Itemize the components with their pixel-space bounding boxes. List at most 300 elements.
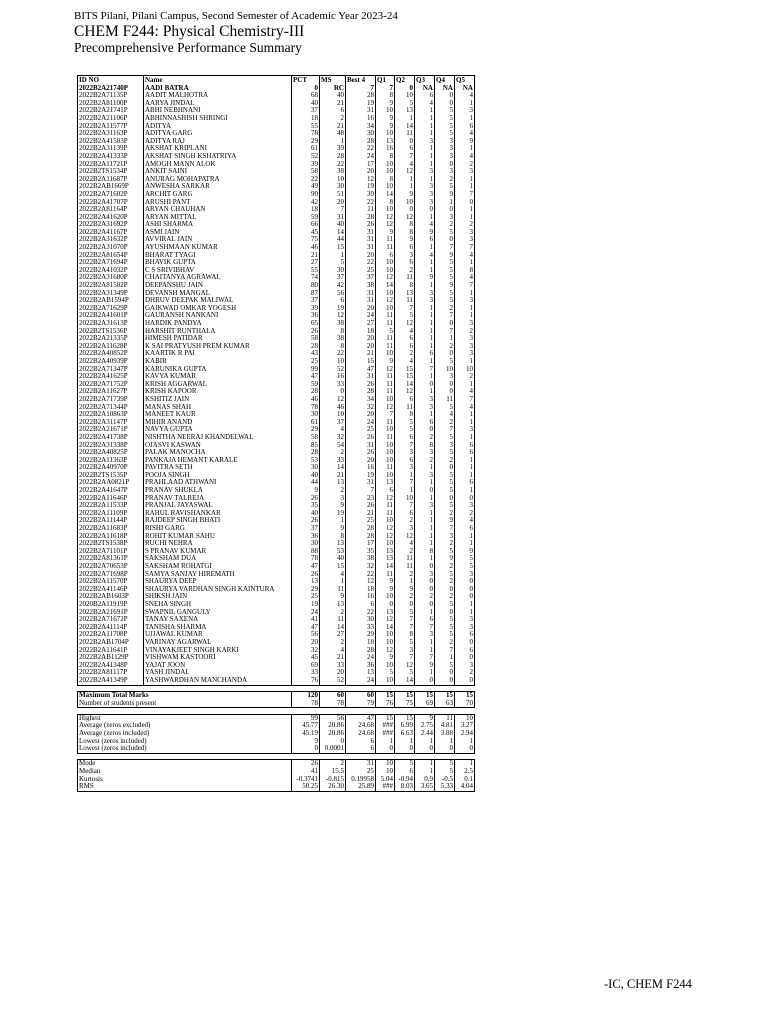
name-cell: MIHIR ANAND — [144, 419, 292, 427]
name-cell: AKSHAT SINGH KSHATRIYA — [144, 153, 292, 161]
score-cell: 20 — [346, 305, 376, 313]
score-cell: 22 — [320, 161, 346, 169]
summary-value: 26 — [292, 760, 320, 768]
score-cell: 5 — [376, 669, 395, 677]
score-cell: 28 — [320, 153, 346, 161]
score-cell: 7 — [395, 153, 415, 161]
score-cell: 6 — [395, 145, 415, 153]
score-cell: 52 — [320, 366, 346, 374]
name-cell: ARCHIT GARG — [144, 191, 292, 199]
score-cell: 2 — [435, 578, 455, 586]
summary-value: 4.81 — [435, 722, 455, 730]
id-cell: 2022B2A41647P — [78, 487, 144, 495]
name-cell: ASMI JAIN — [144, 229, 292, 237]
summary-value: 5 — [435, 768, 455, 776]
id-cell: 2022B2A41348P — [78, 662, 144, 670]
score-cell: 1 — [455, 183, 475, 191]
score-cell: 69 — [292, 662, 320, 670]
column-header: Best 4 — [346, 76, 376, 85]
name-cell: NISHTHA NEERAJ KHANDELWAL — [144, 434, 292, 442]
summary-value: -0.3741 — [292, 776, 320, 784]
name-cell: VARINAY AGARWAL — [144, 639, 292, 647]
summary-value: 6 — [346, 745, 376, 753]
score-cell: 3 — [455, 624, 475, 632]
summary-value: 60 — [320, 692, 346, 700]
score-cell: 5 — [435, 571, 455, 579]
score-cell: 3 — [415, 183, 435, 191]
name-cell: ABHI NEBHNANI — [144, 107, 292, 115]
name-cell: SHAURYA DEEP — [144, 578, 292, 586]
score-cell: 1 — [415, 130, 435, 138]
summary-value: 26.30 — [320, 783, 346, 791]
summary-row — [78, 700, 475, 708]
score-cell: 59 — [292, 381, 320, 389]
score-cell: 5 — [435, 259, 455, 267]
score-cell: 46 — [320, 404, 346, 412]
score-cell: 7 — [376, 411, 395, 419]
summary-value: 9 — [415, 714, 435, 722]
score-cell: 53 — [320, 548, 346, 556]
score-cell: 9 — [455, 548, 475, 556]
summary-value: ### — [376, 783, 395, 791]
id-cell: 2022B2TS1535P — [78, 472, 144, 480]
spacer-row — [78, 753, 475, 760]
score-cell: 6 — [320, 107, 346, 115]
score-cell: 3 — [455, 662, 475, 670]
id-cell: 2022B2A11627P — [78, 388, 144, 396]
score-cell: 0 — [415, 487, 435, 495]
score-cell: 5 — [435, 502, 455, 510]
score-cell: 9 — [435, 191, 455, 199]
column-header: Name — [144, 76, 292, 85]
summary-label: Kurtosis — [78, 776, 292, 784]
score-cell: 37 — [320, 419, 346, 427]
score-cell: 21 — [320, 654, 346, 662]
score-cell: 9 — [376, 654, 395, 662]
id-cell: 2022B2A71629P — [78, 305, 144, 313]
id-cell: 2022B2A11618P — [78, 533, 144, 541]
table-row — [78, 479, 475, 487]
score-cell: 5 — [435, 631, 455, 639]
summary-label: Lowest (zeros included) — [78, 738, 292, 746]
score-cell: 5 — [395, 639, 415, 647]
id-cell: 2022B2AB1129P — [78, 654, 144, 662]
score-cell: 14 — [376, 191, 395, 199]
score-cell: 3 — [455, 426, 475, 434]
table-row — [78, 502, 475, 510]
score-cell: 3 — [415, 138, 435, 146]
name-cell: ADITYA RAJ — [144, 138, 292, 146]
id-cell: 2022B2A21741P — [78, 107, 144, 115]
summary-row — [78, 738, 475, 746]
score-cell: 22 — [346, 609, 376, 617]
summary-row — [78, 776, 475, 784]
score-cell: 19 — [346, 183, 376, 191]
score-cell: 12 — [395, 388, 415, 396]
score-cell: 1 — [415, 259, 435, 267]
score-cell: 1 — [415, 176, 435, 184]
table-row — [78, 616, 475, 624]
score-cell: 1 — [435, 335, 455, 343]
id-cell: 2022B2A41333P — [78, 153, 144, 161]
score-cell: 35 — [346, 548, 376, 556]
score-cell: 8 — [320, 343, 346, 351]
table-row — [78, 282, 475, 290]
id-cell: 2022B2A41707P — [78, 199, 144, 207]
score-cell: 87 — [292, 290, 320, 298]
summary-label: Highest — [78, 714, 292, 722]
table-row — [78, 434, 475, 442]
score-cell: 5 — [435, 115, 455, 123]
score-cell: 0 — [435, 236, 455, 244]
summary-value: 2.94 — [455, 730, 475, 738]
score-cell: 26 — [292, 571, 320, 579]
name-cell: KAVYA KUMAR — [144, 373, 292, 381]
score-cell: 6 — [455, 449, 475, 457]
score-cell: 11 — [376, 571, 395, 579]
summary-value: 0 — [415, 745, 435, 753]
score-cell: 6 — [415, 616, 435, 624]
score-cell: 17 — [346, 161, 376, 169]
score-cell: 11 — [376, 388, 395, 396]
id-cell: 2022B2A31613P — [78, 320, 144, 328]
score-cell: 5 — [435, 487, 455, 495]
score-cell: 9 — [395, 586, 415, 594]
summary-row — [78, 714, 475, 722]
score-cell: 0 — [395, 138, 415, 146]
score-cell: 1 — [455, 434, 475, 442]
id-cell: 2022B2TS1538P — [78, 540, 144, 548]
score-cell: 39 — [292, 305, 320, 313]
score-cell: 1 — [395, 115, 415, 123]
score-cell: 29 — [346, 631, 376, 639]
score-cell: 36 — [292, 312, 320, 320]
spacer-cell — [78, 708, 475, 715]
id-cell: 2022B2A71739P — [78, 396, 144, 404]
table-row — [78, 472, 475, 480]
table-row — [78, 297, 475, 305]
score-cell: 31 — [346, 373, 376, 381]
score-cell: 3 — [435, 153, 455, 161]
table-row — [78, 153, 475, 161]
summary-label: Average (zeros excluded) — [78, 722, 292, 730]
name-cell: PRANJAL JAYASWAL — [144, 502, 292, 510]
table-row — [78, 320, 475, 328]
score-cell: 99 — [292, 366, 320, 374]
score-cell: 5 — [455, 563, 475, 571]
score-cell: 11 — [376, 373, 395, 381]
id-cell: 2022B2AB1669P — [78, 183, 144, 191]
score-cell: 5 — [435, 358, 455, 366]
score-cell: 7 — [435, 312, 455, 320]
score-cell: 47 — [292, 563, 320, 571]
id-cell: 2022B2A21691P — [78, 609, 144, 617]
score-cell: 5 — [395, 669, 415, 677]
summary-value: 6 — [395, 768, 415, 776]
table-row — [78, 350, 475, 358]
score-cell: 12 — [395, 320, 415, 328]
score-cell: 37 — [320, 274, 346, 282]
score-cell: 6 — [455, 479, 475, 487]
score-cell: 2 — [320, 449, 346, 457]
score-cell: 2 — [455, 510, 475, 518]
score-cell: 12 — [376, 366, 395, 374]
name-cell: ANWESHA SARKAR — [144, 183, 292, 191]
name-cell: OJASVI KASWAN — [144, 442, 292, 450]
summary-value: 0 — [395, 745, 415, 753]
summary-value: ### — [376, 730, 395, 738]
score-cell: 7 — [435, 647, 455, 655]
score-cell: 75 — [292, 236, 320, 244]
score-cell: 3 — [415, 502, 435, 510]
score-cell: 12 — [395, 214, 415, 222]
table-row — [78, 267, 475, 275]
score-cell: 2 — [435, 305, 455, 313]
summary-value: 6.63 — [395, 730, 415, 738]
id-cell: 2022B2A31338P — [78, 442, 144, 450]
score-cell: 16 — [346, 115, 376, 123]
column-header: PCT — [292, 76, 320, 85]
score-cell: 10 — [376, 677, 395, 685]
score-cell: 40 — [320, 555, 346, 563]
summary-value: 20.86 — [320, 722, 346, 730]
score-cell: 31 — [346, 244, 376, 252]
name-cell: DHRUV DEEPAK MALIWAL — [144, 297, 292, 305]
score-cell: 1 — [455, 601, 475, 609]
score-cell: 9 — [415, 662, 435, 670]
summary-row — [78, 730, 475, 738]
table-row — [78, 274, 475, 282]
table-row — [78, 586, 475, 594]
score-cell: 4 — [395, 540, 415, 548]
score-cell: 3 — [455, 335, 475, 343]
score-cell: 4 — [395, 358, 415, 366]
score-cell: 2 — [435, 639, 455, 647]
name-cell: MANEET KAUR — [144, 411, 292, 419]
id-cell: 2020B2A11919P — [78, 601, 144, 609]
score-cell: 36 — [346, 662, 376, 670]
summary-value: 78 — [292, 700, 320, 708]
score-cell: 1 — [415, 320, 435, 328]
score-cell: 7 — [346, 487, 376, 495]
table-row — [78, 305, 475, 313]
name-cell: KRISH KAPOOR — [144, 388, 292, 396]
score-cell: 78 — [292, 404, 320, 412]
score-cell: 1 — [320, 517, 346, 525]
name-cell: ADITYA GARG — [144, 130, 292, 138]
score-cell: 0 — [435, 320, 455, 328]
name-cell: NAVYA GUPTA — [144, 426, 292, 434]
score-cell: 8 — [415, 548, 435, 556]
summary-value: 79 — [346, 700, 376, 708]
column-header: Q5 — [455, 76, 475, 85]
table-row — [78, 510, 475, 518]
score-cell: 26 — [292, 495, 320, 503]
score-cell: 5 — [435, 274, 455, 282]
summary-value: 3.27 — [455, 722, 475, 730]
score-cell: 3 — [395, 252, 415, 260]
score-cell: 0 — [435, 350, 455, 358]
score-cell: 8 — [395, 631, 415, 639]
table-row — [78, 404, 475, 412]
table-row — [78, 555, 475, 563]
name-cell: BHAVIK GUPTA — [144, 259, 292, 267]
score-cell: 11 — [376, 312, 395, 320]
score-cell: 0 — [455, 199, 475, 207]
score-cell: 38 — [346, 282, 376, 290]
score-cell: 22 — [320, 350, 346, 358]
score-cell: 11 — [376, 236, 395, 244]
score-cell: 14 — [376, 624, 395, 632]
score-cell: 38 — [320, 168, 346, 176]
score-cell: 32 — [292, 647, 320, 655]
score-cell: 0 — [415, 206, 435, 214]
score-cell: 3 — [415, 449, 435, 457]
score-cell: 1 — [415, 343, 435, 351]
score-cell: 15 — [395, 366, 415, 374]
summary-value: 76 — [376, 700, 395, 708]
name-cell: HARDIK PANDYA — [144, 320, 292, 328]
score-cell: 2 — [320, 487, 346, 495]
score-cell: 74 — [292, 274, 320, 282]
score-cell: 1 — [395, 487, 415, 495]
score-cell: 1 — [435, 199, 455, 207]
table-row — [78, 601, 475, 609]
score-cell: 11 — [376, 335, 395, 343]
score-cell: 9 — [415, 229, 435, 237]
score-cell: 1 — [455, 457, 475, 465]
score-cell: 20 — [346, 457, 376, 465]
score-cell: 9 — [376, 358, 395, 366]
score-cell: 46 — [292, 396, 320, 404]
summary-value: 15 — [415, 692, 435, 700]
score-cell: 3 — [455, 502, 475, 510]
score-cell: 4 — [455, 404, 475, 412]
score-cell: 7 — [455, 396, 475, 404]
score-cell: 2 — [435, 457, 455, 465]
id-cell: 2022B2A11363P — [78, 457, 144, 465]
score-cell: 13 — [376, 555, 395, 563]
score-cell: 1 — [455, 381, 475, 389]
score-cell: 5 — [435, 130, 455, 138]
score-cell: 3 — [395, 525, 415, 533]
score-cell: 58 — [292, 335, 320, 343]
id-cell: 2022B2A81654P — [78, 252, 144, 260]
score-cell: 7 — [346, 85, 376, 93]
name-cell: RUCHI NEHRA — [144, 540, 292, 548]
score-cell: 44 — [320, 236, 346, 244]
summary-label: Number of students present — [78, 700, 292, 708]
summary-label: Maximum Total Marks — [78, 692, 292, 700]
score-cell: 5 — [435, 107, 455, 115]
score-cell: 1 — [415, 525, 435, 533]
score-cell: 9 — [376, 100, 395, 108]
score-cell: 1 — [415, 388, 435, 396]
summary-value: 75 — [395, 700, 415, 708]
id-cell: 2022B2A41738P — [78, 434, 144, 442]
score-cell: 10 — [376, 472, 395, 480]
score-cell: 32 — [346, 563, 376, 571]
id-cell: 2022B2A81582P — [78, 282, 144, 290]
score-cell: 1 — [455, 419, 475, 427]
score-cell: 16 — [320, 373, 346, 381]
score-cell: 20 — [320, 669, 346, 677]
score-cell: 0 — [455, 654, 475, 662]
score-cell: 25 — [292, 358, 320, 366]
score-cell: 10 — [320, 176, 346, 184]
summary-value: 99 — [292, 714, 320, 722]
score-cell: 3 — [415, 297, 435, 305]
id-cell: 2022B2A31139P — [78, 145, 144, 153]
score-cell: 3 — [455, 616, 475, 624]
table-row — [78, 236, 475, 244]
id-cell: 2022B2A11646P — [78, 495, 144, 503]
score-cell: 31 — [346, 229, 376, 237]
score-cell: 30 — [346, 130, 376, 138]
name-cell: GAURANSH NANKANI — [144, 312, 292, 320]
score-cell: 5 — [395, 100, 415, 108]
id-cell: 2022B2A71344P — [78, 404, 144, 412]
id-cell: 2022B2TS1534P — [78, 168, 144, 176]
score-cell: 9 — [435, 517, 455, 525]
score-cell: 19 — [346, 100, 376, 108]
score-cell: 1 — [415, 555, 435, 563]
name-cell: KARUNIKA GUPTA — [144, 366, 292, 374]
score-cell: 28 — [346, 388, 376, 396]
score-cell: 30 — [320, 267, 346, 275]
name-cell: HARSHIT RUNTHALA — [144, 328, 292, 336]
score-cell: 0 — [395, 85, 415, 93]
header-course: CHEM F244: Physical Chemistry-III — [74, 23, 305, 40]
score-cell: 6 — [376, 487, 395, 495]
name-cell: ANKIT SAINI — [144, 168, 292, 176]
score-cell: 0 — [415, 426, 435, 434]
score-cell: 12 — [346, 578, 376, 586]
score-cell: 0 — [435, 609, 455, 617]
score-cell: 8 — [376, 92, 395, 100]
table-row — [78, 191, 475, 199]
score-cell: 9 — [376, 115, 395, 123]
id-cell: 2022B2A40852P — [78, 350, 144, 358]
score-cell: 24 — [346, 654, 376, 662]
score-cell: 14 — [320, 464, 346, 472]
score-cell: 5 — [435, 267, 455, 275]
table-row — [78, 654, 475, 662]
id-cell: 2022B2A11708P — [78, 631, 144, 639]
score-cell: 4 — [455, 92, 475, 100]
score-cell: 20 — [346, 343, 376, 351]
score-cell: 0 — [435, 586, 455, 594]
table-row — [78, 214, 475, 222]
score-cell: 27 — [292, 259, 320, 267]
score-cell: 61 — [292, 145, 320, 153]
score-cell: 5 — [435, 479, 455, 487]
score-cell: 12 — [395, 168, 415, 176]
table-row — [78, 533, 475, 541]
table-row — [78, 358, 475, 366]
score-cell: 33 — [320, 662, 346, 670]
score-cell: 5 — [435, 662, 455, 670]
score-cell: 1 — [415, 107, 435, 115]
name-cell: ARYAN CHAUHAN — [144, 206, 292, 214]
score-cell: 5 — [395, 419, 415, 427]
score-cell: 1 — [320, 252, 346, 260]
score-cell: 2 — [395, 350, 415, 358]
score-cell: 1 — [415, 495, 435, 503]
score-cell: 1 — [415, 335, 435, 343]
score-cell: 31 — [346, 297, 376, 305]
score-cell: 39 — [292, 161, 320, 169]
